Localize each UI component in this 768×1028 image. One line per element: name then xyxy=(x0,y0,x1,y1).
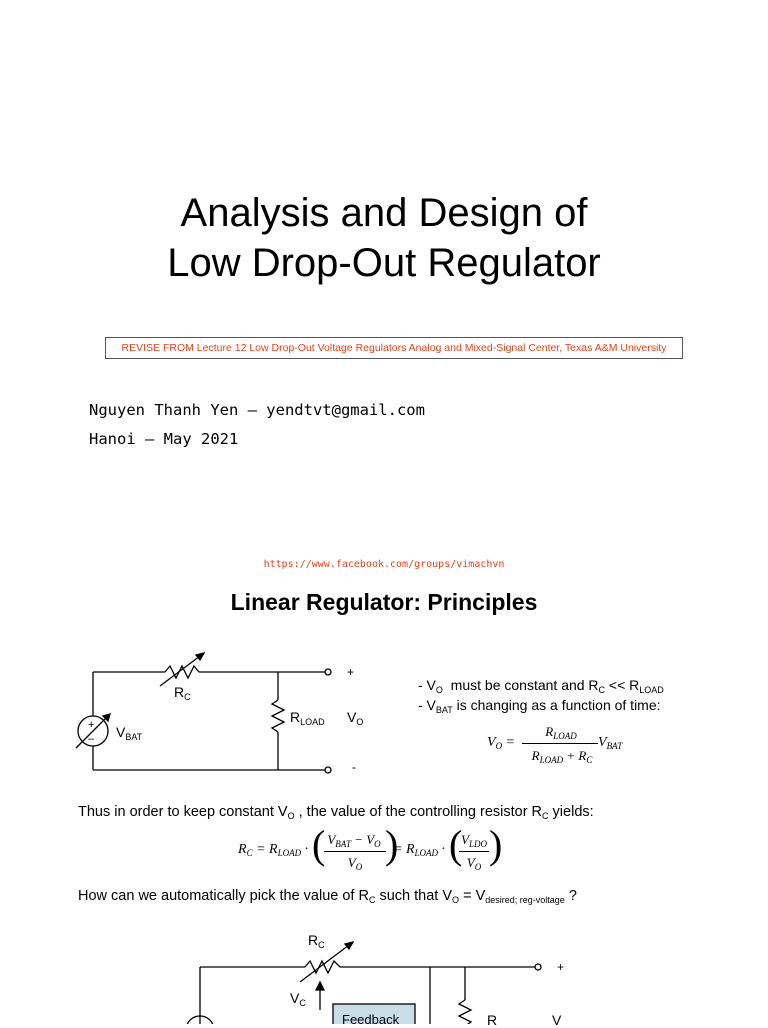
equation-2-num1: $V_{BAT} - V_O$ xyxy=(327,832,381,849)
rc-resistor-2 xyxy=(305,961,340,973)
equation-1-denominator: $R_{LOAD} + R_C$ xyxy=(531,748,593,765)
equation-1-factor: $V_{BAT}$ xyxy=(598,735,623,751)
equation-1-fraction-bar xyxy=(522,743,598,744)
paren-open-1: ( xyxy=(312,822,326,867)
label-v-partial: V xyxy=(552,1012,562,1028)
svg-text:–: – xyxy=(88,733,95,745)
label-rc: $R_C$ xyxy=(174,684,191,702)
title-line-1: Analysis and Design of xyxy=(180,191,588,235)
label-plus: + xyxy=(347,665,355,679)
label-vbat: $V_{BAT}$ xyxy=(116,724,143,742)
equation-2-left: $R_C = R_{LOAD}$ · xyxy=(238,842,309,858)
text-constant-vo: Thus in order to keep constant $V_O$ , the value of the controlling resistor $R_C$ yields: xyxy=(78,804,594,821)
rload-resistor xyxy=(272,700,284,732)
label-minus: - xyxy=(352,760,356,774)
revise-note: REVISE FROM Lecture 12 Low Drop-Out Voltage Regulators Analog and Mixed-Signal Center, Texas A&M University xyxy=(105,337,683,359)
label-vo: $V_O$ xyxy=(347,709,364,727)
label-vc: $V_C$ xyxy=(290,990,306,1008)
equation-2-den1: $V_O$ xyxy=(347,855,363,872)
text-question: How can we automatically pick the value of $R_C$ such that $V_O = V_{desired; reg-voltage}$ ? xyxy=(78,888,577,905)
bullet-2: - $V_{BAT}$ is changing as a function of time: xyxy=(418,697,661,715)
equation-2-den2: $V_O$ xyxy=(466,855,482,872)
equation-2-bar-1 xyxy=(324,851,386,852)
label-rc-2: $R_C$ xyxy=(308,932,325,950)
paren-close-1: ) xyxy=(385,822,399,867)
author-place-date: Hanoi – May 2021 xyxy=(89,430,239,448)
equation-2-middle: = $R_{LOAD}$ · xyxy=(393,842,446,858)
svg-text:+: + xyxy=(88,719,95,731)
feedback-label: Feedback xyxy=(342,1012,400,1027)
section-heading: Linear Regulator: Principles xyxy=(230,589,538,615)
equation-1-numerator: $R_{LOAD}$ xyxy=(545,724,577,741)
equation-2-num2: $V_{LDO}$ xyxy=(461,832,487,849)
facebook-group-link[interactable]: https://www.facebook.com/groups/vimachvn xyxy=(263,559,505,570)
author-contact: Nguyen Thanh Yen – yendtvt@gmail.com xyxy=(89,401,425,419)
bullet-1: - $V_O$ must be constant and $R_C << R_{LOAD}$ xyxy=(418,677,664,695)
equation-1-lhs: $V_O$ = xyxy=(487,735,516,751)
paren-close-2: ) xyxy=(489,822,503,867)
rc-resistor xyxy=(165,666,199,678)
paren-open-2: ( xyxy=(449,822,463,867)
label-r-partial: R xyxy=(487,1012,498,1028)
equation-2-bar-2 xyxy=(459,851,489,852)
label-rload: $R_{LOAD}$ xyxy=(290,709,325,727)
title-line-2: Low Drop-Out Regulator xyxy=(167,241,601,285)
label-plus-2: + xyxy=(557,960,565,974)
